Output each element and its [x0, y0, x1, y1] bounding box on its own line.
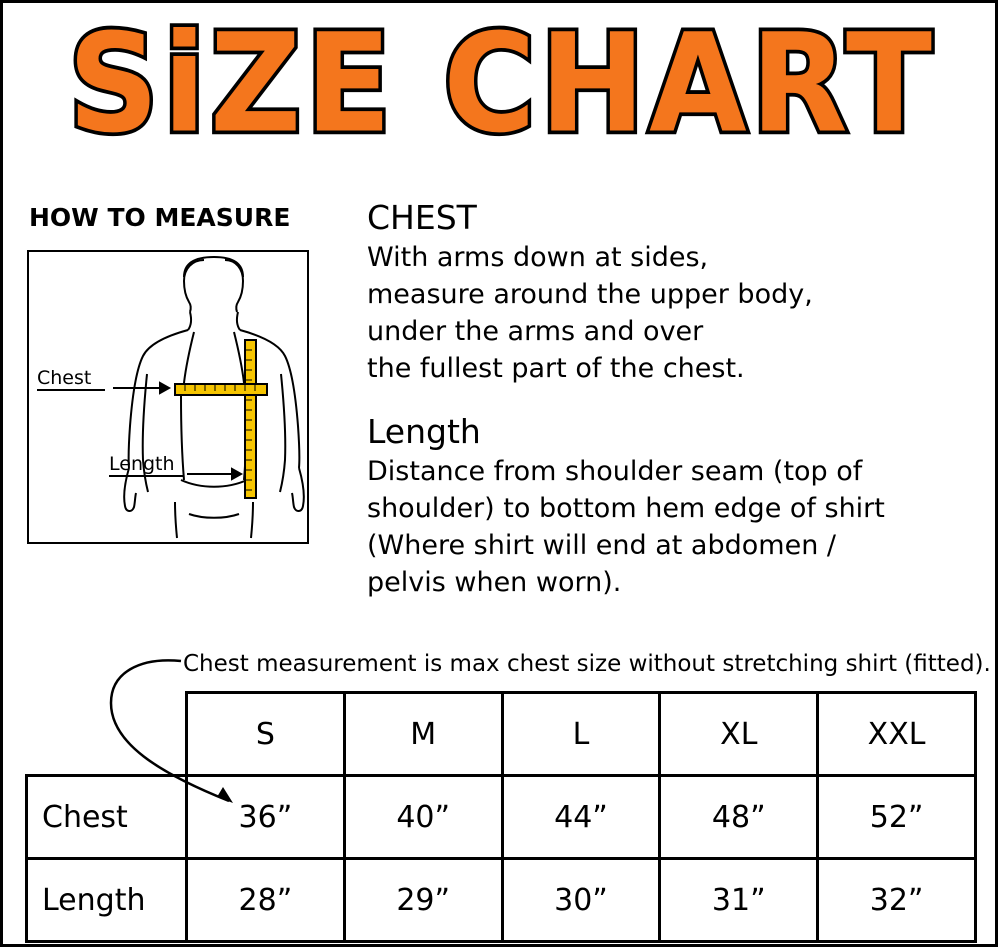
chest-xl-value: 48”	[660, 776, 818, 859]
table-col-header-m: M	[344, 693, 502, 776]
measurement-diagram	[27, 250, 309, 544]
table-row-header-chest: Chest	[27, 776, 187, 859]
length-description-block	[367, 413, 987, 601]
length-line-4: pelvis when worn).	[367, 567, 622, 598]
length-heading: Length	[367, 412, 481, 451]
how-to-measure-heading: HOW TO MEASURE	[29, 203, 291, 232]
length-xxl-value: 32”	[818, 859, 976, 942]
chest-line-3: under the arms and over	[367, 316, 704, 347]
table-corner-cell	[27, 693, 187, 776]
chest-s-value: 36”	[187, 776, 345, 859]
chest-xxl-value: 52”	[818, 776, 976, 859]
chest-heading: CHEST	[367, 198, 477, 237]
length-line-2: shoulder) to bottom hem edge of shirt	[367, 493, 885, 524]
table-row	[27, 859, 976, 942]
table-col-header-xxl: XXL	[818, 693, 976, 776]
chest-line-1: With arms down at sides,	[367, 242, 709, 273]
length-line-3: (Where shirt will end at abdomen /	[367, 530, 836, 561]
length-line-1: Distance from shoulder seam (top of	[367, 456, 863, 487]
chest-m-value: 40”	[344, 776, 502, 859]
size-table	[25, 691, 977, 943]
table-row	[27, 776, 976, 859]
chest-description-block	[367, 199, 987, 387]
diagram-labels	[29, 252, 307, 542]
chest-line-2: measure around the upper body,	[367, 279, 813, 310]
measurement-descriptions	[367, 199, 987, 601]
length-s-value: 28”	[187, 859, 345, 942]
chest-line-4: the fullest part of the chest.	[367, 353, 745, 384]
chest-l-value: 44”	[502, 776, 660, 859]
chest-note: Chest measurement is max chest size without stretching shirt (fitted).	[183, 651, 991, 677]
table-col-header-s: S	[187, 693, 345, 776]
diagram-label-length: Length	[109, 453, 175, 475]
table-col-header-xl: XL	[660, 693, 818, 776]
length-xl-value: 31”	[660, 859, 818, 942]
table-col-header-l: L	[502, 693, 660, 776]
length-l-value: 30”	[502, 859, 660, 942]
table-header-row	[27, 693, 976, 776]
diagram-label-chest: Chest	[37, 367, 92, 389]
table-row-header-length: Length	[27, 859, 187, 942]
page-title	[3, 4, 998, 163]
page-title-text: SiZE CHART	[68, 4, 936, 163]
length-m-value: 29”	[344, 859, 502, 942]
